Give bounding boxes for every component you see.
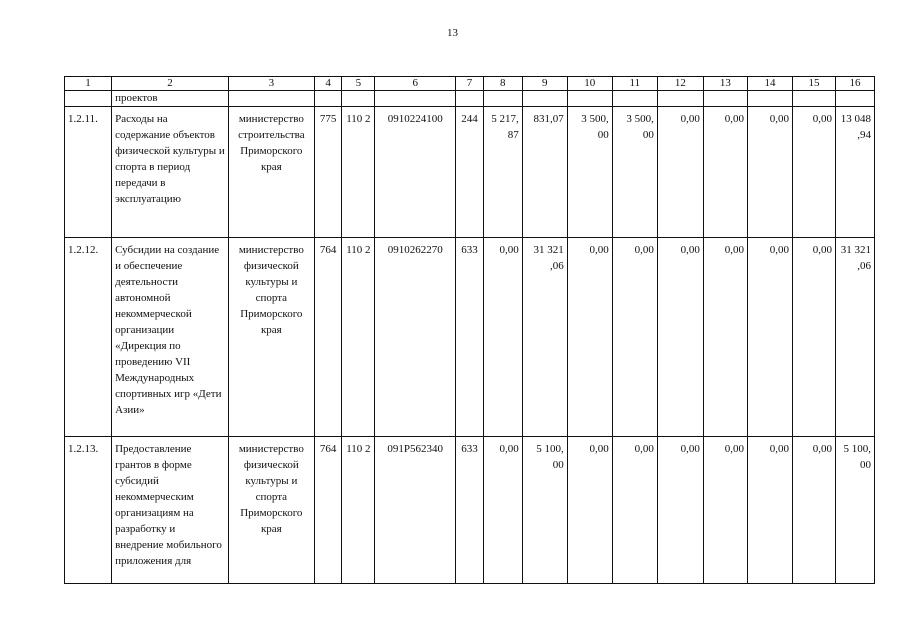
column-header: 16 xyxy=(835,77,874,91)
cell-num: 1.2.13. xyxy=(65,437,112,584)
cell-c7: 633 xyxy=(456,437,484,584)
cell-c9: 831,07 xyxy=(522,107,567,238)
cell-c6: 0910224100 xyxy=(375,107,456,238)
cell-empty xyxy=(456,91,484,107)
column-header: 7 xyxy=(456,77,484,91)
cell-name: проектов xyxy=(112,91,229,107)
table-row xyxy=(65,107,875,238)
column-header: 9 xyxy=(522,77,567,91)
cell-empty xyxy=(567,91,612,107)
cell-c16: 5 100, 00 xyxy=(835,437,874,584)
cell-executor: министерство физической культуры и спорта Приморского края xyxy=(228,437,314,584)
cell-c16: 13 048 ,94 xyxy=(835,107,874,238)
cell-name: Расходы на содержание объектов физической культуры и спорта в период передачи в эксплуатацию xyxy=(112,107,229,238)
cell-c7: 244 xyxy=(456,107,484,238)
column-header: 3 xyxy=(228,77,314,91)
table-header-row xyxy=(65,77,875,91)
budget-table xyxy=(64,76,875,584)
column-header: 5 xyxy=(342,77,375,91)
cell-empty xyxy=(747,91,792,107)
column-header: 2 xyxy=(112,77,229,91)
cell-num xyxy=(65,91,112,107)
table-row xyxy=(65,437,875,584)
table-row xyxy=(65,238,875,437)
cell-empty xyxy=(522,91,567,107)
cell-c15: 0,00 xyxy=(792,437,835,584)
cell-c13: 0,00 xyxy=(703,238,747,437)
column-header: 8 xyxy=(483,77,522,91)
cell-c4: 764 xyxy=(314,437,342,584)
cell-c12: 0,00 xyxy=(657,238,703,437)
cell-c7: 633 xyxy=(456,238,484,437)
column-header: 14 xyxy=(747,77,792,91)
cell-c14: 0,00 xyxy=(747,238,792,437)
cell-c13: 0,00 xyxy=(703,107,747,238)
page-number: 13 xyxy=(447,27,458,39)
cell-empty xyxy=(703,91,747,107)
cell-empty xyxy=(612,91,657,107)
cell-c8: 0,00 xyxy=(483,238,522,437)
cell-c5: 110 2 xyxy=(342,238,375,437)
cell-c10: 0,00 xyxy=(567,437,612,584)
cell-c14: 0,00 xyxy=(747,437,792,584)
cell-c12: 0,00 xyxy=(657,107,703,238)
cell-c11: 0,00 xyxy=(612,437,657,584)
cell-name: Предоставление грантов в форме субсидий некоммерческим организациям на разработку и внедрение мобильного приложения для xyxy=(112,437,229,584)
cell-c15: 0,00 xyxy=(792,238,835,437)
column-header: 11 xyxy=(612,77,657,91)
cell-executor: министерство физической культуры и спорта Приморского края xyxy=(228,238,314,437)
cell-c12: 0,00 xyxy=(657,437,703,584)
cell-c11: 3 500, 00 xyxy=(612,107,657,238)
cell-c9: 31 321 ,06 xyxy=(522,238,567,437)
column-header: 4 xyxy=(314,77,342,91)
cell-empty xyxy=(483,91,522,107)
cell-c16: 31 321 ,06 xyxy=(835,238,874,437)
column-header: 15 xyxy=(792,77,835,91)
cell-num: 1.2.11. xyxy=(65,107,112,238)
cell-empty xyxy=(314,91,342,107)
column-header: 13 xyxy=(703,77,747,91)
cell-c8: 0,00 xyxy=(483,437,522,584)
cell-c10: 3 500, 00 xyxy=(567,107,612,238)
cell-empty xyxy=(835,91,874,107)
cell-c13: 0,00 xyxy=(703,437,747,584)
cell-num: 1.2.12. xyxy=(65,238,112,437)
cell-c6: 091P562340 xyxy=(375,437,456,584)
cell-empty xyxy=(375,91,456,107)
cell-c4: 775 xyxy=(314,107,342,238)
cell-executor: министерство строительства Приморского края xyxy=(228,107,314,238)
cell-c11: 0,00 xyxy=(612,238,657,437)
cell-empty xyxy=(342,91,375,107)
column-header: 10 xyxy=(567,77,612,91)
continuation-row xyxy=(65,91,875,107)
cell-c4: 764 xyxy=(314,238,342,437)
cell-name: Субсидии на создание и обеспечение деятельности автономной некоммерческой организации «Дирекция по проведению VII Международных спортивных игр «Дети Азии» xyxy=(112,238,229,437)
cell-c8: 5 217, 87 xyxy=(483,107,522,238)
cell-c5: 110 2 xyxy=(342,437,375,584)
cell-executor xyxy=(228,91,314,107)
cell-c9: 5 100, 00 xyxy=(522,437,567,584)
column-header: 12 xyxy=(657,77,703,91)
column-header: 6 xyxy=(375,77,456,91)
cell-c10: 0,00 xyxy=(567,238,612,437)
cell-empty xyxy=(657,91,703,107)
cell-empty xyxy=(792,91,835,107)
cell-c14: 0,00 xyxy=(747,107,792,238)
cell-c6: 0910262270 xyxy=(375,238,456,437)
cell-c5: 110 2 xyxy=(342,107,375,238)
column-header: 1 xyxy=(65,77,112,91)
cell-c15: 0,00 xyxy=(792,107,835,238)
